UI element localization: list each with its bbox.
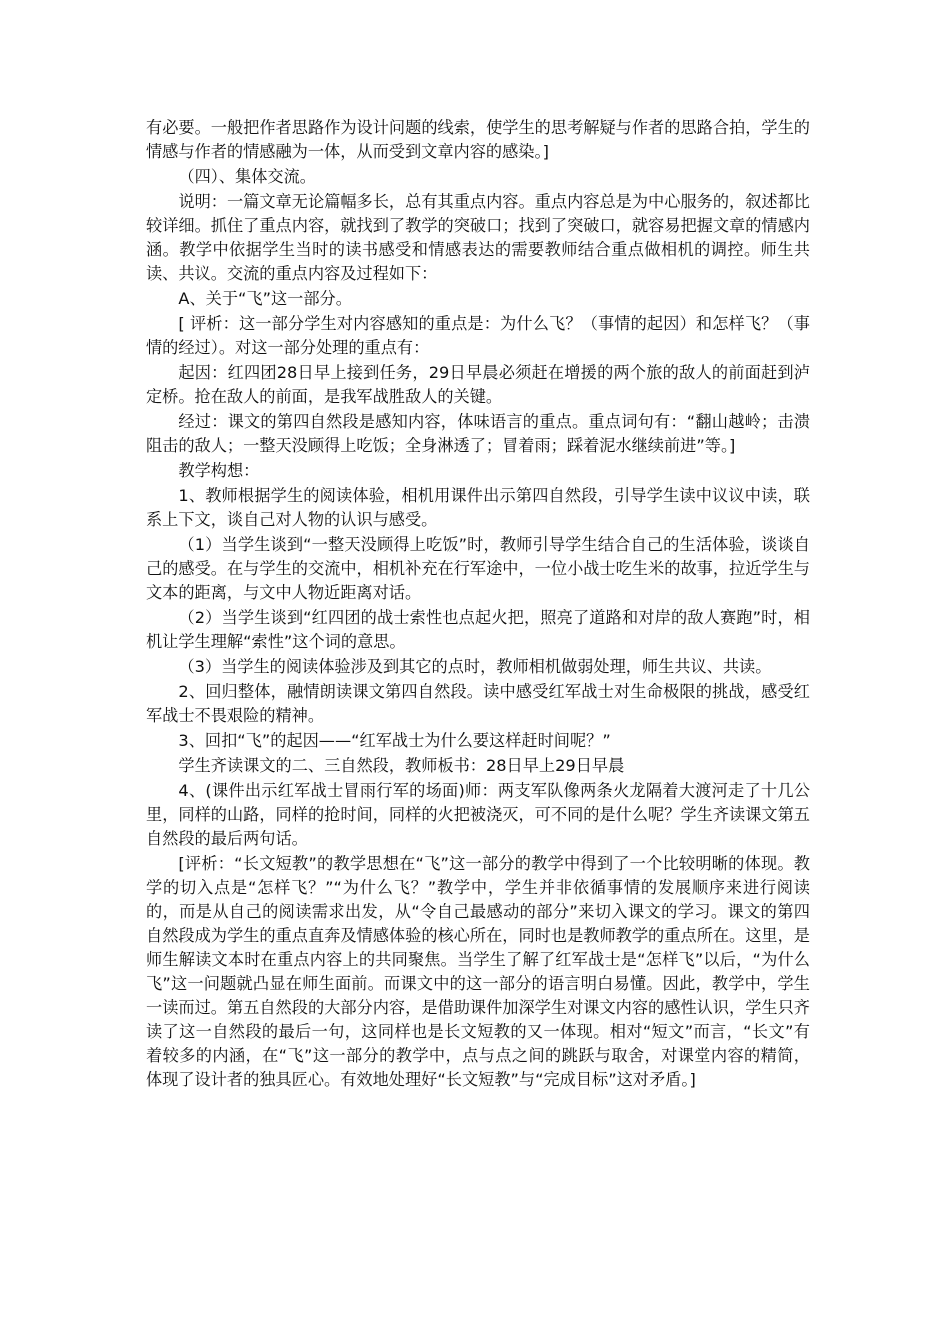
paragraph-blackboard: 学生齐读课文的二、三自然段，教师板书：28日早上29日早晨	[178, 756, 625, 775]
subheading-fly-part: A、关于“飞”这一部分。	[178, 289, 352, 308]
paragraph-step-1: 1、教师根据学生的阅读体验，相机用课件出示第四自然段，引导学生读中议议中读，联系上下文，谈自己对人物的认识与感受。	[146, 486, 810, 529]
paragraph-step-1-2: （2）当学生谈到“红四团的战士索性也点起火把，照亮了道路和对岸的敌人赛跑”时，相机让学生理解“索性”这个词的意思。	[146, 608, 810, 651]
paragraph-step-1-1: （1）当学生谈到“一整天没顾得上吃饭”时，教师引导学生结合自己的生活体验，谈谈自己的感受。在与学生的交流中，相机补充在行军途中，一位小战士吃生米的故事，拉近学生与文本的距离，与文中人物近距离对话。	[146, 535, 810, 602]
paragraph-cause: 起因：红四团28日早上接到任务，29日早晨必须赶在增援的两个旅的敌人的前面赶到泸定桥。抢在敌人的前面，是我军战胜敌人的关键。	[146, 363, 810, 406]
paragraph-commentary-2: [评析：“长文短教”的教学思想在“飞”这一部分的教学中得到了一个比较明晰的体现。教学的切入点是“怎样飞？”“为什么飞？”教学中，学生并非依循事情的发展顺序来进行阅读的，而是从自己的阅读需求出发，从“令自己最感动的部分”来切入课文的学习。课文的第四自然段成为学生的重点直奔及情感体验的核心所在，同时也是教师教学的重点所在。这里，是师生解读文本时在重点内容上的共同聚焦。当学生了解了红军战士是“怎样飞”以后，“为什么飞”这一问题就凸显在师生面前。而课文中的这一部分的语言明白易懂。因此，教学中，学生一读而过。第五自然段的大部分内容，是借助课件加深学生对课文内容的感性认识，学生只齐读了这一自然段的最后一句，这同样也是长文短教的又一体现。相对“短文”而言，“长文”有着较多的内涵，在“飞”这一部分的教学中，点与点之间的跳跃与取舍，对课堂内容的精简，体现了设计者的独具匠心。有效地处理好“长文短教”与“完成目标”这对矛盾。]	[146, 854, 810, 1089]
paragraph-step-2: 2、回归整体，融情朗读课文第四自然段。读中感受红军战士对生命极限的挑战，感受红军战士不畏艰险的精神。	[146, 682, 810, 725]
subheading-teaching-plan: 教学构想：	[178, 461, 260, 480]
document-page	[146, 116, 810, 1093]
paragraph-commentary-1: [ 评析：这一部分学生对内容感知的重点是：为什么飞？（事情的起因）和怎样飞？（事情的经过）。对这一部分处理的重点有：	[146, 314, 810, 357]
paragraph-continuation: 有必要。一般把作者思路作为设计问题的线索，使学生的思考解疑与作者的思路合拍，学生的情感与作者的情感融为一体，从而受到文章内容的感染。]	[146, 118, 810, 161]
paragraph-step-1-3: （3）当学生的阅读体验涉及到其它的点时，教师相机做弱处理，师生共议、共读。	[178, 657, 772, 676]
paragraph-step-4: 4、(课件出示红军战士冒雨行军的场面)师：两支军队像两条火龙隔着大渡河走了十几公里，同样的山路，同样的抢时间，同样的火把被浇灭，可不同的是什么呢？学生齐读课文第五自然段的最后两句话。	[146, 781, 810, 848]
paragraph-process: 经过：课文的第四自然段是感知内容，体味语言的重点。重点词句有：“翻山越岭；击溃阻击的敌人；一整天没顾得上吃饭；全身淋透了；冒着雨；踩着泥水继续前进”等。]	[146, 412, 810, 455]
paragraph-explanation: 说明：一篇文章无论篇幅多长，总有其重点内容。重点内容总是为中心服务的，叙述都比较详细。抓住了重点内容，就找到了教学的突破口；找到了突破口，就容易把握文章的情感内涵。教学中依据学生当时的读书感受和情感表达的需要教师结合重点做相机的调控。师生共读、共议。交流的重点内容及过程如下：	[146, 192, 810, 283]
paragraph-step-3: 3、回扣“飞”的起因——“红军战士为什么要这样赶时间呢？”	[178, 731, 611, 750]
section-heading-collective-exchange: （四）、集体交流。	[178, 167, 316, 186]
